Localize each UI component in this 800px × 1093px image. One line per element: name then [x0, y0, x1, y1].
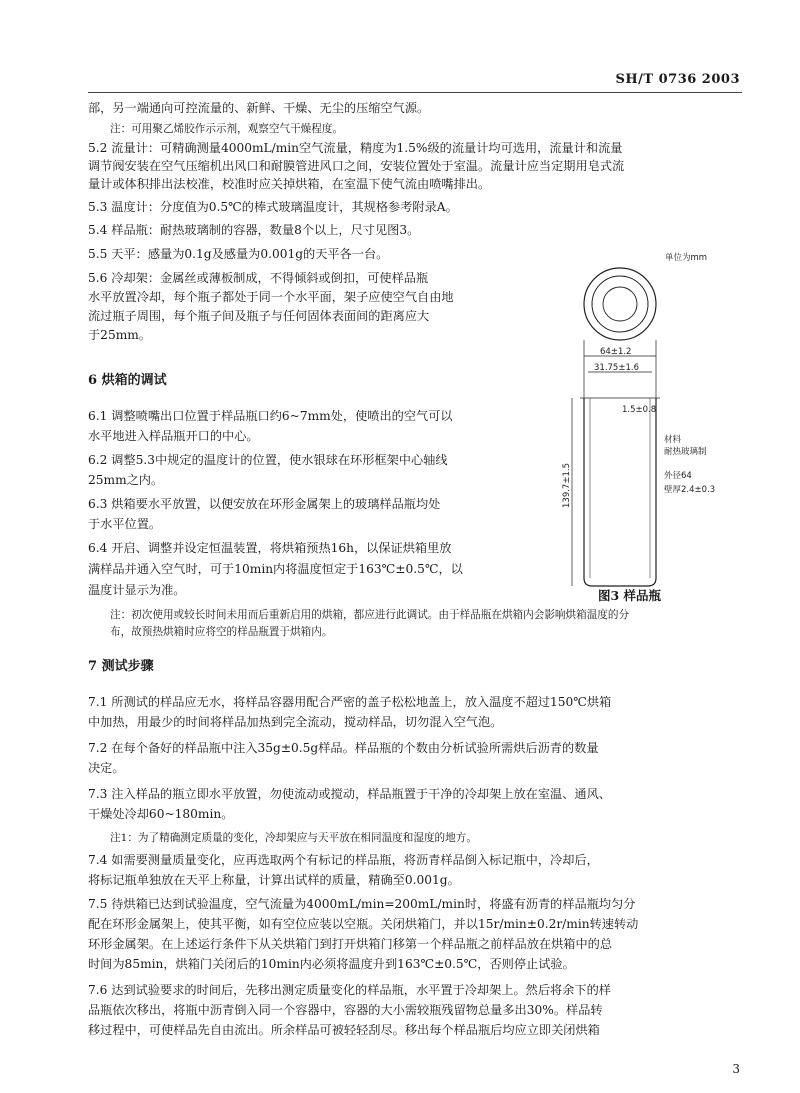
note-line: 注：初次使用或较长时间未用而后重新启用的烘箱，都应进行此调试。由于样品瓶在烘箱内会影响烘箱温度的分: [110, 609, 630, 621]
material-label: 材料: [664, 435, 682, 445]
header-rule: [88, 92, 742, 93]
text-line: 7.1 所测试的样品应无水，将样品容器用配合严密的盖子松松地盖上，放入温度不超过150℃烘箱: [88, 695, 612, 709]
dimension-height: 139.7±1.5: [562, 463, 572, 508]
text-line: 6.4 开启、调整并设定恒温装置，将烘箱预热16h，以保证烘箱里放: [88, 541, 452, 555]
text-line: 量计或体积排出法校准，校准时应关掉烘箱，在室温下使气流由喷嘴排出。: [88, 177, 491, 191]
text-line: 品瓶依次移出，将瓶中沥青倒入同一个容器中，容器的大小需较瓶残留物总量多出30%。样品转: [88, 1003, 603, 1017]
dimension-lip-thickness: 1.5±0.8: [622, 405, 657, 415]
text-line: 部，另一端通向可控流量的、新鲜、干燥、无尘的压缩空气源。: [88, 101, 430, 115]
text-line: 6.3 烘箱要水平放置，以便安放在环形金属架上的玻璃样品瓶均处: [88, 497, 441, 511]
note-line: 布，故预热烘箱时应将空的样品瓶置于烘箱内。: [110, 626, 333, 638]
text-line: 中加热，用最少的时间将样品加热到完全流动，搅动样品，切勿混入空气泡。: [88, 715, 503, 729]
text-line: 干燥处冷却60~180min。: [88, 807, 234, 821]
section-heading: 6 烘箱的调试: [88, 373, 167, 388]
text-line: 温度计显示为准。: [88, 583, 186, 597]
text-line: 于水平位置。: [88, 517, 162, 531]
text-line: 将标记瓶单独放在天平上称量，计算出试样的质量，精确至0.001g。: [88, 873, 460, 887]
bottle-mouth: [603, 287, 637, 321]
page-number: 3: [732, 1062, 740, 1076]
text-line: 于25mm。: [88, 328, 151, 342]
text-line: 7.4 如需要测量质量变化，应再选取两个有标记的样品瓶，将沥青样品倒入标记瓶中，冷却后，: [88, 853, 599, 867]
text-line: 5.3 温度计：分度值为0.5℃的棒式玻璃温度计，其规格参考附录A。: [88, 200, 458, 214]
text-line: 7.6 达到试验要求的时间后，先移出测定质量变化的样品瓶，水平置于冷却架上。然后将余下的样: [88, 983, 611, 997]
text-line: 5.2 流量计：可精确测量4000mL/min空气流量，精度为1.5%级的流量计均可选用，流量计和流量: [88, 141, 623, 155]
text-line: 7.5 待烘箱已达到试验温度，空气流量为4000mL/min=200mL/min时，将盛有沥青的样品瓶均匀分: [88, 897, 636, 911]
text-line: 7.3 注入样品的瓶立即水平放置，勿使流动或搅动，样品瓶置于干净的冷却架上放在室温、通风、: [88, 787, 611, 801]
text-line: 决定。: [88, 761, 125, 775]
bottle-inner-ring: [592, 276, 648, 332]
text-line: 调节阀安装在空气压缩机出风口和耐膜管进风口之间，安装位置处于室温。流量计应当定期用皂式流: [88, 159, 625, 173]
sample-bottle-figure: [560, 248, 760, 608]
text-line: 水平放置冷却，每个瓶子都处于同一个水平面，架子应使空气自由地: [88, 290, 454, 304]
figure-unit-label: 单位为mm: [665, 253, 708, 263]
text-line: 时间为85min，烘箱门关闭后的10min内必须将温度升到163℃±0.5℃，否则停止试验。: [88, 957, 575, 971]
figure-caption: 图3 样品瓶: [598, 588, 662, 603]
text-line: 6.2 调整5.3中规定的温度计的位置，使水银球在环形框架中心轴线: [88, 453, 448, 467]
spec-wall-thickness: 壁厚2.4±0.3: [664, 485, 716, 495]
text-line: 水平地进入样品瓶开口的中心。: [88, 429, 259, 443]
standard-code: SH/T 0736 2003: [615, 72, 740, 87]
text-line: 环形金属架。在上述运行条件下从关烘箱门到打开烘箱门移第一个样品瓶之前样品放在烘箱中的总: [88, 937, 613, 951]
text-line: 5.6 冷却架：金属丝或薄板制成，不得倾斜或倒扣，可使样品瓶: [88, 271, 429, 285]
spec-outer-diameter: 外径64: [664, 471, 692, 481]
dimension-outer-diameter: 64±1.2: [600, 347, 632, 357]
note-line: 注：可用聚乙烯胶作示示剂，观察空气干燥程度。: [110, 123, 344, 135]
text-line: 流过瓶子周围，每个瓶子间及瓶子与任何固体表面间的距离应大: [88, 309, 430, 323]
note-line: 注1：为了精确测定质量的变化，冷却架应与天平放在相同温度和湿度的地方。: [110, 832, 477, 844]
text-line: 配在环形金属架上，使其平衡，如有空位应装以空瓶。关闭烘箱门，并以15r/min±0.2r/min转速转动: [88, 917, 639, 931]
bottle-side-outline: [584, 398, 656, 586]
text-line: 移过程中，可使样品先自由流出。所余样品可被轻轻刮尽。移出每个样品瓶后均应立即关闭烘箱: [88, 1023, 600, 1037]
material-value: 耐热玻璃制: [664, 447, 707, 457]
bottle-outer-ring: [584, 268, 656, 340]
text-line: 满样品并通入空气时，可于10min内将温度恒定于163℃±0.5℃，以: [88, 562, 463, 576]
dimension-inner-diameter: 31.75±1.6: [594, 363, 639, 373]
text-line: 6.1 调整喷嘴出口位置于样品瓶口约6~7mm处，使喷出的空气可以: [88, 409, 453, 423]
text-line: 7.2 在每个备好的样品瓶中注入35g±0.5g样品。样品瓶的个数由分析试验所需烘后沥青的数量: [88, 741, 599, 755]
text-line: 5.5 天平：感量为0.1g及感量为0.001g的天平各一台。: [88, 247, 389, 261]
section-heading: 7 测试步骤: [88, 659, 154, 674]
text-line: 25mm之内。: [88, 473, 164, 487]
text-line: 5.4 样品瓶：耐热玻璃制的容器，数量8个以上，尺寸见图3。: [88, 223, 420, 237]
